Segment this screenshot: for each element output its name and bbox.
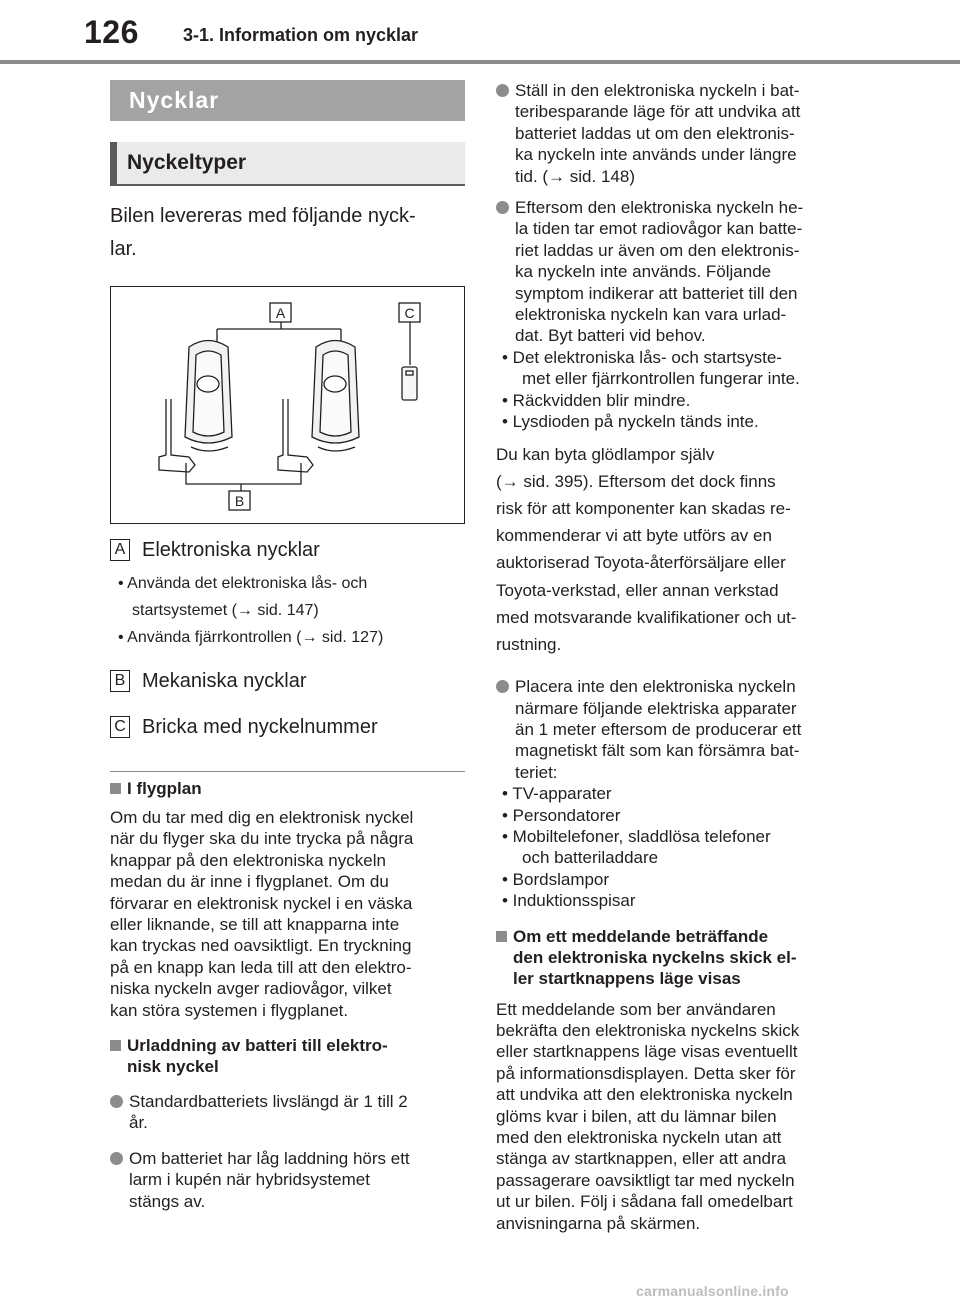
- text-line: Placera inte den elektroniska nyckeln: [515, 677, 796, 697]
- text-line: än 1 meter eftersom de producerar ett: [515, 719, 802, 739]
- label-row-a: [110, 534, 465, 566]
- text-line: magnetiskt fält som kan försämra bat-: [515, 741, 800, 761]
- text-line: att undvika att den elektroniska nyckeln: [496, 1085, 793, 1105]
- heading-text: ler startknappens läge visas: [513, 968, 741, 988]
- text-line: symptom indikerar att batteriet till den: [515, 283, 798, 303]
- text-line: la tiden tar emot radiovågor kan batte-: [515, 219, 803, 239]
- text-line: på en knapp kan leda till att den elektro-: [110, 957, 412, 977]
- bullet-item: met eller fjärrkontrollen fungerar inte.: [522, 369, 800, 389]
- text-line: dat. Byt batteri vid behov.: [515, 326, 706, 346]
- label-a-bullets: [110, 570, 465, 651]
- bullet-item: och batteriladdare: [522, 848, 659, 868]
- label-letter-b: B: [110, 670, 130, 692]
- text-line: Eftersom den elektroniska nyckeln he-: [515, 198, 804, 218]
- text-line: (→ sid. 395). Eftersom det dock finns: [496, 471, 776, 491]
- bullet-item: • Bordslampor: [502, 869, 610, 889]
- text-line: teriet:: [515, 762, 558, 782]
- meddelande-paragraph: [496, 999, 852, 1234]
- text-line: förvarar en elektronisk nyckel i en väska: [110, 893, 413, 913]
- footer-watermark: carmanualsonline.info: [636, 1283, 789, 1299]
- text-line: med motsvarande kvalifikationer och ut-: [496, 607, 797, 627]
- text-line: Du kan byta glödlampor själv: [496, 444, 715, 464]
- text-line: ka nyckeln inte används under längre: [515, 145, 797, 165]
- bullet-item: startsystemet (→ sid. 147): [132, 602, 319, 619]
- text-line: Om batteriet har låg laddning hörs ett: [129, 1148, 410, 1168]
- text-line: elektroniska nyckeln kan vara urlad-: [515, 305, 787, 325]
- intro-line: lar.: [110, 238, 137, 260]
- callout-a: A: [275, 305, 286, 321]
- text-line: auktoriserad Toyota-återförsäljare eller: [496, 553, 786, 573]
- callout-b: B: [234, 493, 245, 509]
- text-line: larm i kupén när hybridsystemet: [129, 1170, 370, 1190]
- text-line: stängs av.: [129, 1191, 206, 1211]
- label-letter-c: C: [110, 716, 130, 738]
- bullet-item: • Mobiltelefoner, sladdlösa telefoner: [502, 826, 771, 846]
- square-bullet-icon: [496, 931, 507, 942]
- label-text-c: Bricka med nyckelnummer: [142, 715, 378, 738]
- dot-item: [496, 676, 852, 783]
- label-text-b: Mekaniska nycklar: [142, 669, 307, 692]
- text-line: när du flyger ska du inte trycka på några: [110, 829, 414, 849]
- bullet-item: • TV-apparater: [502, 784, 612, 804]
- section-banner: Nyckeltyper: [110, 142, 465, 186]
- circle-bullet-icon: [110, 1152, 123, 1165]
- text-line: stänga av startknappen, eller att andra: [496, 1149, 787, 1169]
- appliance-bullets: [496, 783, 852, 911]
- page-number: 126: [84, 14, 139, 50]
- intro-text: [110, 200, 465, 266]
- heading-urladdning: [110, 1035, 465, 1077]
- text-line: rustning.: [496, 634, 562, 654]
- right-column: [496, 80, 852, 1234]
- text-line: år.: [129, 1113, 148, 1133]
- bullet-item: • Persondatorer: [502, 805, 621, 825]
- dot-item: [110, 1091, 465, 1134]
- left-column: [110, 80, 465, 1212]
- text-line: riet laddas ur även om den elektronis-: [515, 240, 800, 260]
- bullet-item: • Använda det elektroniska lås- och: [118, 575, 368, 592]
- square-bullet-icon: [110, 1040, 121, 1051]
- text-line: kan störa systemen i flygplanet.: [110, 1000, 349, 1020]
- bullet-item: • Induktionsspisar: [502, 891, 636, 911]
- key-illustration: [110, 286, 465, 524]
- heading-text: Urladdning av batteri till elektro-: [127, 1036, 388, 1056]
- text-line: teribesparande läge för att undvika att: [515, 102, 801, 122]
- heading-text: den elektroniska nyckelns skick el-: [513, 947, 797, 967]
- circle-bullet-icon: [496, 84, 509, 97]
- dot-item: [496, 197, 852, 347]
- label-text-a: Elektroniska nycklar: [142, 538, 320, 561]
- keys-diagram: [111, 287, 464, 523]
- circle-bullet-icon: [496, 680, 509, 693]
- text-line: Om du tar med dig en elektronisk nyckel: [110, 808, 414, 827]
- circle-bullet-icon: [110, 1095, 123, 1108]
- text-line: risk för att komponenter kan skadas re-: [496, 498, 791, 518]
- section-divider: [110, 771, 465, 772]
- bullet-item: • Räckvidden blir mindre.: [502, 390, 691, 410]
- text-line: eller startknappens läge visas eventuellt: [496, 1042, 798, 1062]
- heading-text: nisk nyckel: [127, 1057, 219, 1077]
- text-line: glöms kvar i bilen, att du lämnar bilen: [496, 1106, 777, 1126]
- text-line: ka nyckeln inte används. Följande: [515, 262, 772, 282]
- symptom-bullets: [496, 347, 852, 433]
- chapter-banner: Nycklar: [110, 80, 465, 121]
- text-line: batteriet laddas ut om den elektronis-: [515, 123, 795, 143]
- heading-meddelande: [496, 926, 852, 989]
- text-line: Ställ in den elektroniska nyckeln i bat-: [515, 81, 800, 100]
- text-line: knappar på den elektroniska nyckeln: [110, 850, 386, 870]
- text-line: passagerare oavsiktligt tar med nyckeln: [496, 1170, 795, 1190]
- heading-text: I flygplan: [127, 779, 202, 798]
- dot-item: [110, 1148, 465, 1212]
- text-line: ut ur bilen. Följ i sådana fall omedelbart: [496, 1192, 793, 1212]
- square-bullet-icon: [110, 783, 121, 794]
- callout-c: C: [404, 305, 415, 321]
- text-line: Ett meddelande som ber användaren: [496, 999, 776, 1019]
- text-line: med den elektroniska nyckeln utan att: [496, 1128, 782, 1148]
- header-rule: [0, 60, 960, 64]
- heading-text: Om ett meddelande beträffande: [513, 926, 769, 946]
- text-line: eller liknande, se till att knapparna inte: [110, 915, 400, 935]
- flygplan-paragraph: [110, 807, 465, 1021]
- bullet-item: • Använda fjärrkontrollen (→ sid. 127): [118, 629, 384, 646]
- bullet-item: • Det elektroniska lås- och startsyste-: [502, 347, 782, 367]
- text-line: Toyota-verkstad, eller annan verkstad: [496, 580, 779, 600]
- bullet-item: • Lysdioden på nyckeln tänds inte.: [502, 412, 759, 432]
- text-line: anvisningarna på skärmen.: [496, 1213, 701, 1233]
- label-row-b: [110, 665, 465, 697]
- label-letter-a: A: [110, 539, 130, 561]
- bulb-paragraph: [496, 441, 852, 659]
- text-line: närmare följande elektriska apparater: [515, 698, 797, 718]
- section-title: 3-1. Information om nycklar: [183, 25, 419, 45]
- heading-flygplan: [110, 778, 465, 799]
- text-line: Standardbatteriets livslängd är 1 till 2: [129, 1092, 408, 1112]
- circle-bullet-icon: [496, 201, 509, 214]
- text-line: kommenderar vi att byte utförs av en: [496, 526, 772, 546]
- label-row-c: [110, 711, 465, 743]
- text-line: kan tryckas ned oavsiktligt. En tryckning: [110, 936, 412, 956]
- text-line: tid. (→ sid. 148): [515, 166, 635, 186]
- text-line: medan du är inne i flygplanet. Om du: [110, 872, 389, 892]
- text-line: niska nyckeln avger radiovågor, vilket: [110, 979, 392, 999]
- text-line: på informationsdisplayen. Detta sker för: [496, 1063, 796, 1083]
- text-line: bekräfta den elektroniska nyckelns skick: [496, 1021, 800, 1040]
- dot-item: [496, 80, 852, 187]
- intro-line: Bilen levereras med följande nyck-: [110, 205, 416, 227]
